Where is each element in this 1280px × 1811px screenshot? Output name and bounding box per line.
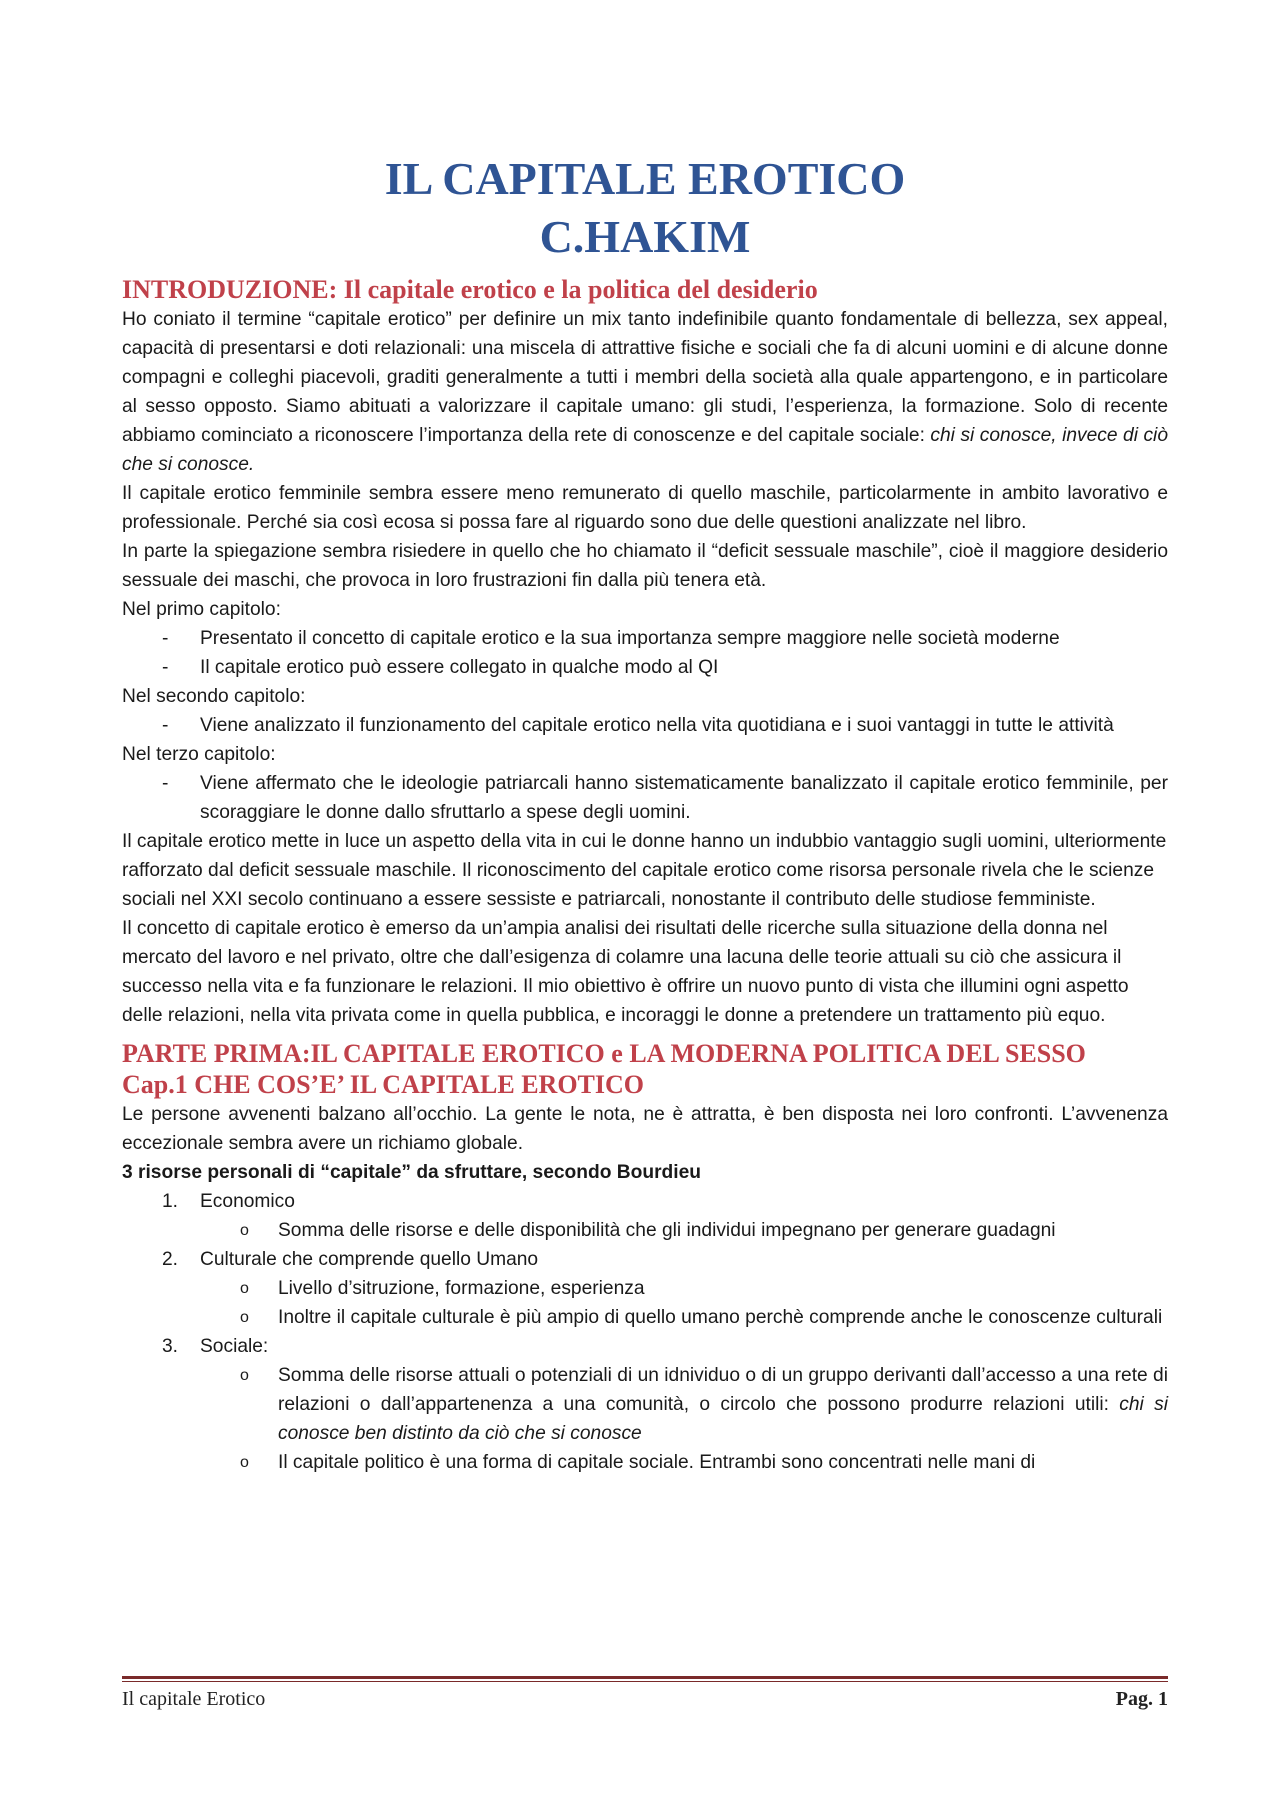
intro-paragraph-5: Il concetto di capitale erotico è emerso da un’ampia analisi dei risultati delle ricerche sulla situazione della donna nel mercato del lavoro e nel privato, oltre che dall’esigenza di colamre una lacuna delle teorie attuali su ciò che assicura il successo nella vita e fa funzionare le relazioni. Il mio obiettivo è offrire un nuovo punto di vista che illumini ogni aspetto delle relazioni, nella vita privata come in quella pubblica, e incoraggi le donne a pretendere un trattamento più equo.	[122, 918, 1129, 1026]
sub-list-item: o Somma delle risorse e delle disponibilità che gli individui impegnano per generare guadagni	[122, 1216, 1168, 1245]
chapter1-list	[122, 624, 1168, 682]
intro-p1-italic: chi si conosce, invece di ciò che si conosce.	[122, 425, 1168, 475]
chapter3-label: Nel terzo capitolo:	[122, 744, 276, 765]
footer-title: Il capitale Erotico	[122, 1688, 266, 1710]
circle-marker: o	[240, 1280, 249, 1297]
sub-list	[200, 1361, 1168, 1477]
circle-marker: o	[240, 1367, 249, 1384]
page-number: Pag. 1	[1115, 1688, 1168, 1710]
circle-marker: o	[240, 1454, 249, 1471]
intro-paragraph-1	[122, 305, 1168, 479]
list-item	[122, 1245, 1168, 1332]
circle-marker: o	[240, 1222, 249, 1239]
resource-label: Culturale che comprende quello Umano	[200, 1249, 539, 1270]
footer-rule-thin	[122, 1681, 1168, 1682]
chapter3-list	[122, 769, 1168, 827]
chapter1-label: Nel primo capitolo:	[122, 599, 281, 620]
cap1-paragraph-1: Le persone avvenenti balzano all’occhio. La gente le nota, ne è attratta, è ben disposta nei loro confronti. L’avvenenza eccezionale sembra avere un richiamo globale.	[122, 1104, 1168, 1154]
sub-list-item: o Livello d’sitruzione, formazione, esperienza	[122, 1274, 1168, 1303]
document-page	[122, 150, 1168, 1477]
intro-paragraph-3: In parte la spiegazione sembra risiedere in quello che ho chiamato il “deficit sessuale maschile”, cioè il maggiore desiderio sessuale dei maschi, che provoca in loro frustrazioni fin dalla più tenera età.	[122, 541, 1168, 591]
sub-list-item: o Inoltre il capitale culturale è più ampio di quello umano perchè comprende anche le conoscenze culturali	[122, 1303, 1168, 1332]
cap1-heading: Cap.1 CHE COS’E’ IL CAPITALE EROTICO	[122, 1070, 645, 1099]
dash-marker: -	[162, 715, 169, 736]
part1-heading: PARTE PRIMA:IL CAPITALE EROTICO e LA MODERNA POLITICA DEL SESSO	[122, 1039, 1086, 1068]
intro-paragraph-2: Il capitale erotico femminile sembra essere meno remunerato di quello maschile, particolarmente in ambito lavorativo e professionale. Perché sia così ecosa si possa fare al riguardo sono due delle questioni analizzate nel libro.	[122, 483, 1168, 533]
sub-list-item: o Somma delle risorse attuali o potenziali di un idnividuo o di un gruppo derivanti dall’accesso a una rete di relazioni o dall’appartenenza a una comunità, o circolo che possono produrre relazioni utili: chi si conosce ben distinto da ciò che si conosce	[122, 1361, 1168, 1448]
list-number: 3.	[162, 1336, 179, 1357]
chapter2-label: Nel secondo capitolo:	[122, 686, 306, 707]
circle-marker: o	[240, 1309, 249, 1326]
list-item	[122, 1332, 1168, 1477]
dash-marker: -	[162, 657, 169, 678]
intro-p1-text: Ho coniato il termine “capitale erotico” per definire un mix tanto indefinibile quanto fondamentale di bellezza, sex appeal, capacità di presentarsi e doti relazionali: una miscela di attrattive fisiche e sociali che fa di alcuni uomini e di alcune donne compagni e colleghi piacevoli, graditi generalmente a tutti i membri della società alla quale appartengono, e in particolare al sesso opposto. Siamo abituati a valorizzare il capitale umano: gli studi, l’esperienza, la formazione. Solo di recente abbiamo cominciato a riconoscere l’importanza della rete di conoscenze e del capitale sociale:	[122, 309, 1168, 446]
resource-label: Economico	[200, 1191, 295, 1212]
dash-marker: -	[162, 773, 169, 794]
resources-heading: 3 risorse personali di “capitale” da sfruttare, secondo Bourdieu	[122, 1162, 701, 1183]
sub-list	[200, 1216, 1168, 1245]
list-item: - Viene affermato che le ideologie patriarcali hanno sistematicamente banalizzato il capitale erotico femminile, per scoraggiare le donne dallo sfruttarlo a spese degli uomini.	[122, 769, 1168, 827]
list-item: - Il capitale erotico può essere collegato in qualche modo al QI	[122, 653, 1168, 682]
list-number: 2.	[162, 1249, 179, 1270]
list-number: 1.	[162, 1191, 179, 1212]
chapter2-list	[122, 711, 1168, 740]
document-title	[122, 150, 1168, 266]
list-item	[122, 1187, 1168, 1245]
resource-label: Sociale:	[200, 1336, 269, 1357]
resources-list	[122, 1187, 1168, 1477]
list-item: - Presentato il concetto di capitale erotico e la sua importanza sempre maggiore nelle società moderne	[122, 624, 1168, 653]
title-line-2: C.HAKIM	[539, 211, 751, 262]
title-line-1: IL CAPITALE EROTICO	[384, 153, 906, 204]
list-item: - Viene analizzato il funzionamento del capitale erotico nella vita quotidiana e i suoi vantaggi in tutte le attività	[122, 711, 1168, 740]
sub-list	[200, 1274, 1168, 1332]
footer-rule-thick	[122, 1676, 1168, 1679]
sub-list-item: o Il capitale politico è una forma di capitale sociale. Entrambi sono concentrati nelle mani di	[122, 1448, 1168, 1477]
intro-paragraph-4: Il capitale erotico mette in luce un aspetto della vita in cui le donne hanno un indubbio vantaggio sugli uomini, ulteriormente rafforzato dal deficit sessuale maschile. Il riconoscimento del capitale erotico come risorsa personale rivela che le scienze sociali nel XXI secolo continuano a essere sessiste e patriarcali, nonostante il contributo delle studiose femministe.	[122, 831, 1167, 910]
dash-marker: -	[162, 628, 169, 649]
intro-heading: INTRODUZIONE: Il capitale erotico e la politica del desiderio	[122, 275, 818, 304]
